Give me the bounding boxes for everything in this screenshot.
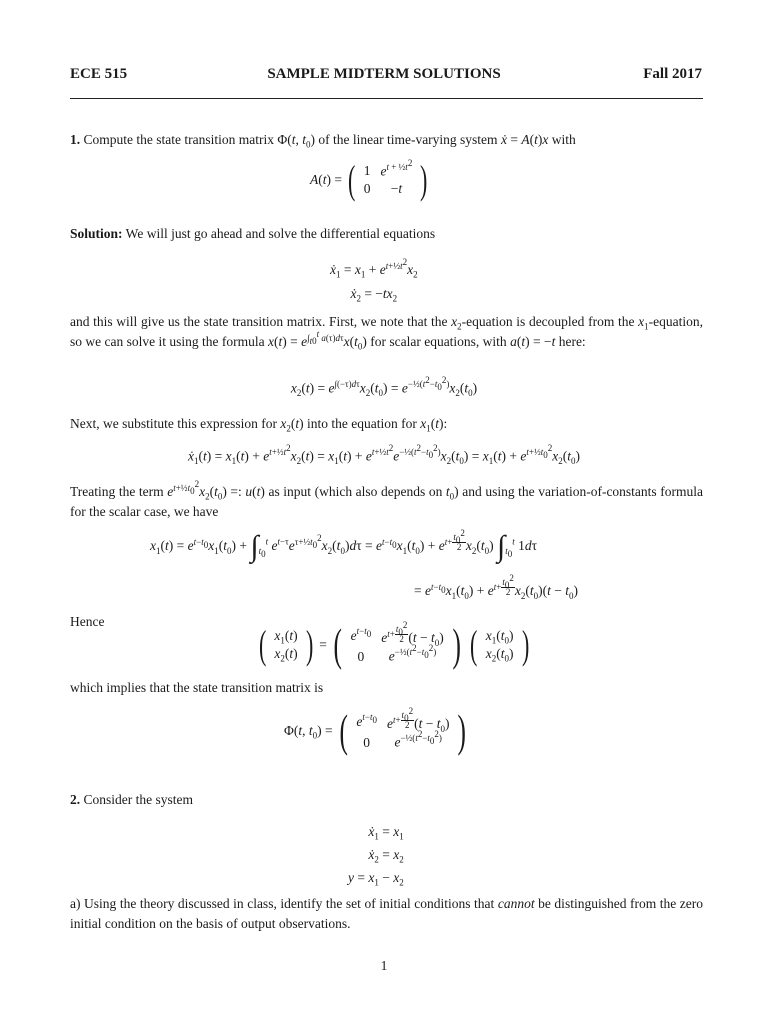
header-rule: [70, 98, 703, 99]
solution-label: Solution:: [70, 226, 123, 241]
phi-matrix: Φ(t, $t_0$) = ( $e^{t-t_0}$ $e^{t+ \frac{t_0^2}{2}}(t - t_0)$ 0 $e^{-\frac{1}{2}(t^2-t_0^2)}$ ): [284, 705, 467, 756]
problem-2-prompt: 2. Consider the system: [70, 792, 193, 807]
problem-2-part-a: a) Using the theory discussed in class, identify the set of initial conditions that cannot be distinguished from the zero initial condition on the basis of output observations.: [70, 896, 704, 931]
matrix-A: A(t) = ( 1 $e^{t + \frac{1}{2}t^2}$ 0 −t ): [310, 157, 428, 202]
course-code: ECE 515: [70, 66, 128, 82]
problem-1-number: 1.: [70, 132, 81, 147]
paragraph-3: Next, we substitute this expression for $x_2(t)$ into the equation for $x_1(t)$:: [70, 416, 448, 434]
hence-label: Hence: [70, 614, 105, 629]
problem-2-number: 2.: [70, 792, 81, 807]
state-vector-equation: ( $x_1(t)$ $x_2(t)$ ) = ( $e^{t-t_0}$ $e^{t+ \frac{t_0^2}{2}}(t - t_0)$ 0 $e^{-\frac{1}{2}(t^2-t_0^2)}$ ) ( $x_1(t_0)$ $x_2(t_0)$ ): [258, 619, 529, 670]
x1-integral: $x_1(t) = e^{t-t_0}x_1(t_0) + \int_{t_0}^t$ $e^{t-\tau}e^{\tau+\frac{1}{2}t_0^2}x_2(t_0)d\tau = e^{t-t_0}x_1(t_0) + e^{t+ \frac{t_0^2}{2}}x_2(t_0)$ $\int_{t_0}^t$ 1dτ: [150, 528, 538, 563]
ode-system: ẋ$_1$ = $x_1 + e^{t+\frac{1}{2}t^2}x_2$ ẋ$_2$ = $-tx_2$: [330, 256, 418, 304]
implies-text: which implies that the state transition matrix is: [70, 680, 324, 695]
x2-solution: $x_2(t) = e^{\int(-\tau)d\tau}x_2(t_0) = e^{-\frac{1}{2}(t^2-t_0^2)}x_2(t_0)$: [290, 375, 478, 399]
page-number: 1: [380, 958, 388, 973]
paragraph-2: and this will give us the state transition matrix. First, we note that the $x_2$-equation is decoupled from the $x_1$-equation, so we can solve it using the formula $x(t) = e^{\int_{t0}^t a(\tau)d\tau}x(t_0)$ for scalar equations, with a(t) = −t here:: [70, 314, 703, 352]
paragraph-4: Treating the term $e^{t+\frac{1}{2}t_0^2}x_2(t_0)$ =: u(t) as input (which also depends on $t_0$) and using the variation-of-constants formula for the scalar case, we have: [70, 478, 703, 519]
solution-intro: Solution: We will just go ahead and solve the differential equations: [70, 226, 436, 241]
problem-1-prompt: 1. Compute the state transition matrix Φ(t, $t_0$) of the linear time-varying system ẋ = A(t)x with: [70, 132, 576, 150]
page-title: SAMPLE MIDTERM SOLUTIONS: [267, 66, 501, 82]
x1-result: = $e^{t-t_0}x_1(t_0) + e^{t+ \frac{t_0^2}{2}}x_2(t_0)(t - t_0)$: [414, 573, 579, 601]
term: Fall 2017: [643, 66, 702, 82]
problem-2-system: ẋ$_1$ = $x_1$ ẋ$_2$ = $x_2$ $y = x_1 - x_2$: [348, 824, 404, 888]
x1-substituted: ẋ$_1$(t) = $x_1(t) + e^{t+\frac{1}{2}t^2}x_2(t) = x_1(t) + e^{t+\frac{1}{2}t^2}e^{-\frac{1}{2}(t^2-t_0^2)}x_2(t_0) = x_1(t) + e^{t+\frac{1}{2}t_0^2}x_2(t_0)$: [187, 443, 581, 467]
